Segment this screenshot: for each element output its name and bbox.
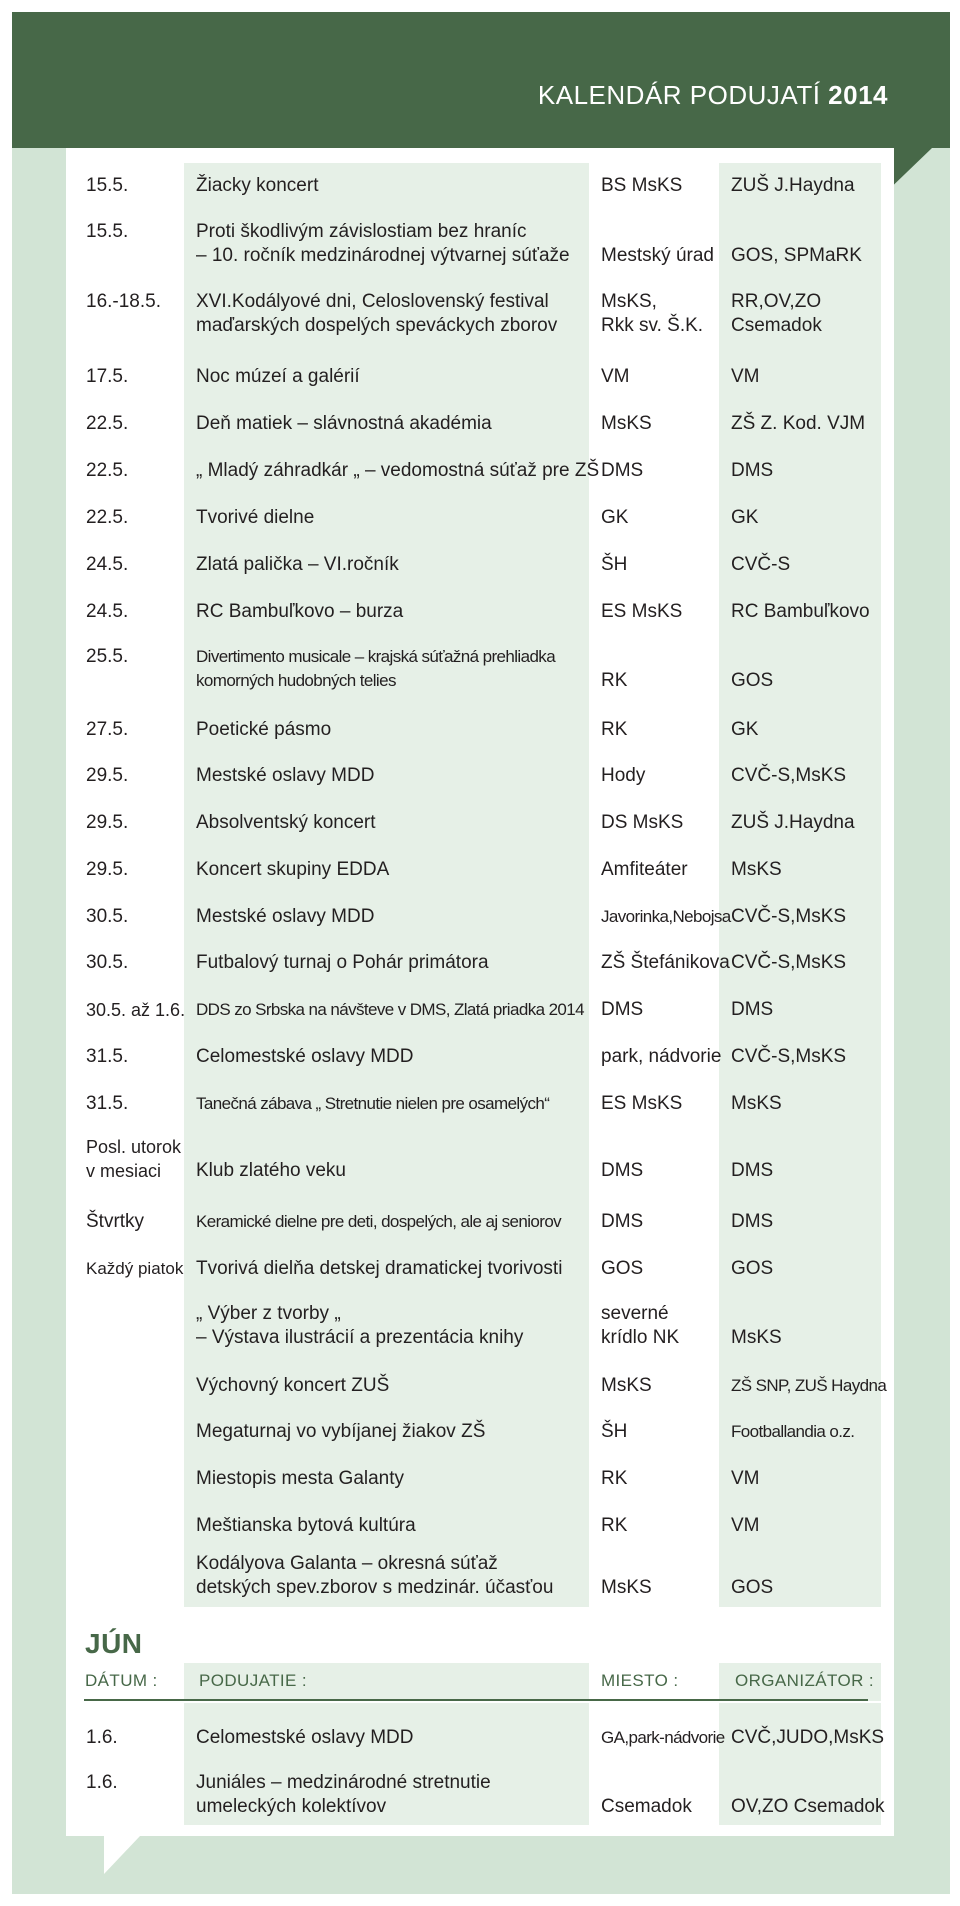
row-event bbox=[196, 1210, 561, 1234]
row-date: 27.5. bbox=[86, 719, 129, 740]
row-organizer bbox=[731, 1374, 886, 1398]
row-place bbox=[601, 1514, 627, 1538]
row-place bbox=[601, 645, 627, 693]
row-place-line: RK bbox=[601, 1515, 628, 1536]
row-organizer-line: MsKS bbox=[731, 859, 782, 880]
row-place bbox=[601, 811, 683, 835]
row-organizer bbox=[731, 764, 846, 788]
row-event-line: Žiacky koncert bbox=[196, 175, 319, 196]
title-text: KALENDÁR PODUJATÍ bbox=[537, 80, 821, 110]
row-organizer bbox=[731, 858, 782, 882]
row-event bbox=[196, 998, 584, 1022]
row-place bbox=[601, 1374, 652, 1398]
row-place-line bbox=[601, 1771, 692, 1795]
row-date: 22.5. bbox=[86, 460, 129, 481]
row-event-line: Koncert skupiny EDDA bbox=[196, 859, 390, 880]
row-date: 16.-18.5. bbox=[86, 291, 161, 312]
row-organizer bbox=[731, 905, 846, 929]
row-event bbox=[196, 1045, 414, 1069]
row-place-line: park, nádvorie bbox=[601, 1046, 722, 1067]
row-organizer-line: GK bbox=[731, 507, 759, 528]
column-header-date: DÁTUM : bbox=[85, 1671, 158, 1690]
row-organizer bbox=[731, 1726, 884, 1750]
row-organizer-line: RC Bambuľkovo bbox=[731, 601, 870, 622]
row-place-line: Amfiteáter bbox=[601, 859, 688, 880]
row-organizer-line bbox=[731, 1302, 782, 1326]
row-place-line: MsKS bbox=[601, 1375, 652, 1396]
row-date: 15.5. bbox=[86, 175, 129, 196]
row-place bbox=[601, 1420, 627, 1444]
row-event bbox=[196, 764, 374, 788]
row-place-line: GK bbox=[601, 507, 629, 528]
row-place-line: MsKS, bbox=[601, 291, 657, 312]
row-event bbox=[196, 811, 376, 835]
row-event bbox=[196, 1771, 491, 1819]
row-event bbox=[196, 718, 331, 742]
row-organizer bbox=[731, 220, 862, 268]
row-date: 17.5. bbox=[86, 366, 129, 387]
row-organizer bbox=[731, 718, 758, 742]
row-date-line: v mesiaci bbox=[86, 1161, 162, 1181]
row-organizer-line: CVČ-S bbox=[731, 554, 791, 575]
row-organizer bbox=[731, 174, 855, 198]
header-divider bbox=[84, 1699, 868, 1701]
row-place bbox=[601, 553, 627, 577]
row-place bbox=[601, 459, 643, 483]
row-place-line: RK bbox=[601, 719, 628, 740]
row-event-line: Tanečná zábava „ Stretnutie nielen pre osamelých“ bbox=[196, 1094, 550, 1113]
row-place-line: severné bbox=[601, 1303, 669, 1324]
row-date: 24.5. bbox=[86, 554, 129, 575]
row-event-line: Meštianska bytová kultúra bbox=[196, 1515, 416, 1536]
row-event-line: „ Mladý záhradkár „ – vedomostná súťaž pre ZŠ bbox=[196, 460, 600, 481]
row-date: 29.5. bbox=[86, 812, 129, 833]
row-date: 1.6. bbox=[86, 1727, 118, 1748]
row-place bbox=[601, 998, 643, 1022]
row-event-line: Miestopis mesta Galanty bbox=[196, 1468, 405, 1489]
row-event bbox=[196, 600, 403, 624]
row-organizer-line: CVČ-S,MsKS bbox=[731, 906, 847, 927]
row-place bbox=[601, 1135, 643, 1183]
row-organizer-line: CVČ,JUDO,MsKS bbox=[731, 1727, 885, 1748]
row-place-line: BS MsKS bbox=[601, 175, 683, 196]
row-place-line: Hody bbox=[601, 765, 646, 786]
title-year: 2014 bbox=[828, 80, 888, 110]
row-place-line: DMS bbox=[601, 1160, 644, 1181]
row-event-line: DDS zo Srbska na návšteve v DMS, Zlatá priadka 2014 bbox=[196, 1000, 584, 1019]
row-place bbox=[601, 506, 628, 530]
row-organizer-line: DMS bbox=[731, 1211, 774, 1232]
row-date: 25.5. bbox=[86, 646, 129, 667]
row-organizer bbox=[731, 553, 790, 577]
row-event-line: Juniáles – medzinárodné stretnutie bbox=[196, 1772, 491, 1793]
row-event bbox=[196, 459, 599, 483]
row-event-line: Tvorivé dielne bbox=[196, 507, 315, 528]
row-place-line: ŠH bbox=[601, 1421, 628, 1442]
row-organizer-line: ZŠ Z. Kod. VJM bbox=[731, 413, 866, 434]
row-place bbox=[601, 1210, 643, 1234]
row-organizer-line: VM bbox=[731, 1468, 760, 1489]
row-place bbox=[601, 951, 730, 975]
column-header-organizer: ORGANIZÁTOR : bbox=[735, 1671, 875, 1690]
row-event-line: Megaturnaj vo vybíjanej žiakov ZŠ bbox=[196, 1421, 486, 1442]
row-organizer bbox=[731, 1514, 760, 1538]
row-event-line: – 10. ročník medzinárodnej výtvarnej súťaže bbox=[196, 245, 570, 266]
row-event bbox=[196, 858, 389, 882]
row-organizer bbox=[731, 1135, 773, 1183]
row-place bbox=[601, 858, 688, 882]
row-organizer bbox=[731, 1420, 854, 1444]
row-event bbox=[196, 951, 489, 975]
row-organizer bbox=[731, 1210, 773, 1234]
row-event-line bbox=[196, 1135, 346, 1159]
row-place bbox=[601, 1302, 679, 1350]
row-place-line: ES MsKS bbox=[601, 1093, 683, 1114]
row-place bbox=[601, 600, 682, 624]
row-organizer bbox=[731, 811, 855, 835]
row-date: 24.5. bbox=[86, 601, 129, 622]
row-event-line: Kodályova Galanta – okresná súťaž bbox=[196, 1553, 498, 1574]
row-organizer-line: Csemadok bbox=[731, 315, 822, 336]
row-place bbox=[601, 290, 703, 338]
row-organizer-line: GK bbox=[731, 719, 759, 740]
row-organizer bbox=[731, 1092, 782, 1116]
row-place-line: RK bbox=[601, 670, 628, 691]
row-place bbox=[601, 1467, 627, 1491]
row-place-line: Javorinka,Nebojsa bbox=[601, 907, 731, 926]
row-event bbox=[196, 220, 570, 268]
row-event bbox=[196, 1092, 549, 1116]
row-event-line: komorných hudobných telies bbox=[196, 671, 396, 690]
row-organizer-line: MsKS bbox=[731, 1093, 782, 1114]
row-place bbox=[601, 1771, 692, 1819]
row-event-line: – Výstava ilustrácií a prezentácia knihy bbox=[196, 1327, 524, 1348]
row-event-line: Keramické dielne pre deti, dospelých, ale aj seniorov bbox=[196, 1212, 562, 1231]
row-place bbox=[601, 365, 630, 389]
row-place-line: Rkk sv. Š.K. bbox=[601, 315, 704, 336]
row-organizer-line bbox=[731, 220, 862, 244]
row-event-line: „ Výber z tvorby „ bbox=[196, 1303, 341, 1324]
row-date: 31.5. bbox=[86, 1093, 129, 1114]
row-organizer bbox=[731, 645, 773, 693]
row-organizer bbox=[731, 365, 760, 389]
row-place bbox=[601, 718, 627, 742]
row-event bbox=[196, 553, 399, 577]
row-organizer-line: Footballandia o.z. bbox=[731, 1422, 855, 1441]
row-event-line: Mestské oslavy MDD bbox=[196, 906, 375, 927]
row-event-line: Deň matiek – slávnostná akadémia bbox=[196, 413, 492, 434]
row-event bbox=[196, 1514, 416, 1538]
row-event-line: umeleckých kolektívov bbox=[196, 1796, 387, 1817]
row-organizer-line: OV,ZO Csemadok bbox=[731, 1796, 885, 1817]
row-event-line: Klub zlatého veku bbox=[196, 1160, 346, 1181]
row-date: 1.6. bbox=[86, 1772, 118, 1793]
row-organizer-line: CVČ-S,MsKS bbox=[731, 1046, 847, 1067]
row-organizer-line bbox=[731, 1552, 773, 1576]
row-organizer-line: ZŠ SNP, ZUŠ Haydna bbox=[731, 1376, 887, 1395]
row-date bbox=[86, 1135, 181, 1183]
row-event bbox=[196, 506, 314, 530]
row-event bbox=[196, 1302, 523, 1350]
row-organizer-line: MsKS bbox=[731, 1327, 782, 1348]
row-place-line: DMS bbox=[601, 1211, 644, 1232]
row-event-line: maďarských dospelých speváckych zborov bbox=[196, 315, 558, 336]
row-place-line: GA,park-nádvorie bbox=[601, 1728, 725, 1747]
speech-bubble-tail bbox=[104, 1836, 140, 1874]
row-place-line: MsKS bbox=[601, 1577, 652, 1598]
column-header-event: PODUJATIE : bbox=[199, 1671, 307, 1690]
row-place-line: Mestský úrad bbox=[601, 245, 714, 266]
row-event-line: Proti škodlivým závislostiam bez hraníc bbox=[196, 221, 527, 242]
row-place-line: VM bbox=[601, 366, 630, 387]
row-date: 15.5. bbox=[86, 221, 129, 242]
row-place bbox=[601, 174, 682, 198]
row-event-line: Výchovný koncert ZUŠ bbox=[196, 1375, 390, 1396]
row-organizer-line: DMS bbox=[731, 1160, 774, 1181]
row-place-line: GOS bbox=[601, 1258, 644, 1279]
row-event-line: Futbalový turnaj o Pohár primátora bbox=[196, 952, 489, 973]
row-place bbox=[601, 1257, 643, 1281]
row-date: 30.5. až 1.6. bbox=[86, 1000, 186, 1020]
row-organizer-line: ZUŠ J.Haydna bbox=[731, 175, 855, 196]
row-event bbox=[196, 412, 492, 436]
row-event-line: Zlatá palička – VI.ročník bbox=[196, 554, 399, 575]
row-date: 30.5. bbox=[86, 952, 129, 973]
row-organizer bbox=[731, 951, 846, 975]
row-organizer bbox=[731, 459, 773, 483]
row-organizer-line bbox=[731, 1771, 884, 1795]
row-event-line: Poetické pásmo bbox=[196, 719, 332, 740]
row-event bbox=[196, 1420, 485, 1444]
row-event-line: Tvorivá dielňa detskej dramatickej tvorivosti bbox=[196, 1258, 563, 1279]
row-date: 29.5. bbox=[86, 765, 129, 786]
row-date: Každý piatok bbox=[86, 1259, 184, 1278]
row-organizer-line: CVČ-S,MsKS bbox=[731, 765, 847, 786]
row-event-line: Mestské oslavy MDD bbox=[196, 765, 375, 786]
row-event-line: RC Bambuľkovo – burza bbox=[196, 601, 404, 622]
row-place bbox=[601, 1045, 721, 1069]
row-place-line: ZŠ Štefánikova bbox=[601, 952, 730, 973]
row-event bbox=[196, 174, 318, 198]
row-place-line: MsKS bbox=[601, 413, 652, 434]
row-organizer-line bbox=[731, 1135, 773, 1159]
row-organizer-line: ZUŠ J.Haydna bbox=[731, 812, 855, 833]
row-date-line: Posl. utorok bbox=[86, 1137, 182, 1157]
row-event bbox=[196, 365, 360, 389]
row-date: 31.5. bbox=[86, 1046, 129, 1067]
row-event bbox=[196, 1374, 389, 1398]
row-place bbox=[601, 412, 652, 436]
row-organizer-line: GOS bbox=[731, 670, 774, 691]
row-organizer-line: DMS bbox=[731, 999, 774, 1020]
row-organizer-line: DMS bbox=[731, 460, 774, 481]
row-place-line: ES MsKS bbox=[601, 601, 683, 622]
row-place bbox=[601, 1726, 725, 1750]
june-section-title: JÚN bbox=[85, 1628, 143, 1659]
row-event bbox=[196, 1135, 346, 1183]
row-place-line: DMS bbox=[601, 460, 644, 481]
row-organizer bbox=[731, 1771, 884, 1819]
row-event-line: Divertimento musicale – krajská súťažná prehliadka bbox=[196, 647, 556, 666]
row-organizer bbox=[731, 1302, 782, 1350]
row-organizer-line: GOS bbox=[731, 1577, 774, 1598]
row-event bbox=[196, 905, 374, 929]
row-event-line: Celomestské oslavy MDD bbox=[196, 1727, 414, 1748]
row-event bbox=[196, 1726, 414, 1750]
row-place-line bbox=[601, 645, 627, 669]
row-place-line bbox=[601, 1135, 643, 1159]
row-organizer bbox=[731, 290, 822, 338]
row-event-line: Celomestské oslavy MDD bbox=[196, 1046, 414, 1067]
row-organizer bbox=[731, 1467, 760, 1491]
row-place-line: Csemadok bbox=[601, 1796, 692, 1817]
row-organizer-line: CVČ-S,MsKS bbox=[731, 952, 847, 973]
row-event bbox=[196, 1552, 553, 1600]
row-event-line: Noc múzeí a galérií bbox=[196, 366, 360, 387]
row-place bbox=[601, 1552, 652, 1600]
row-place-line: RK bbox=[601, 1468, 628, 1489]
row-event-line: Absolventský koncert bbox=[196, 812, 376, 833]
row-event bbox=[196, 645, 555, 693]
row-event-line: XVI.Kodályové dni, Celoslovenský festival bbox=[196, 291, 549, 312]
row-organizer bbox=[731, 1257, 773, 1281]
row-organizer-line bbox=[731, 645, 773, 669]
row-organizer-line: VM bbox=[731, 366, 760, 387]
row-organizer-line: RR,OV,ZO bbox=[731, 291, 822, 312]
row-event bbox=[196, 1467, 404, 1491]
row-organizer-line: VM bbox=[731, 1515, 760, 1536]
row-organizer bbox=[731, 1045, 846, 1069]
row-date: 22.5. bbox=[86, 413, 129, 434]
column-header-place: MIESTO : bbox=[601, 1671, 679, 1690]
row-organizer bbox=[731, 1552, 773, 1600]
row-place-line: krídlo NK bbox=[601, 1327, 680, 1348]
row-date: 22.5. bbox=[86, 507, 129, 528]
row-place-line: DMS bbox=[601, 999, 644, 1020]
row-organizer-line: GOS bbox=[731, 1258, 774, 1279]
row-organizer-line: GOS, SPMaRK bbox=[731, 245, 862, 266]
row-place-line: DS MsKS bbox=[601, 812, 684, 833]
row-place bbox=[601, 220, 714, 268]
row-date: 30.5. bbox=[86, 906, 129, 927]
row-place bbox=[601, 1092, 682, 1116]
row-place bbox=[601, 764, 645, 788]
row-place-line bbox=[601, 1552, 652, 1576]
row-date: 29.5. bbox=[86, 859, 129, 880]
row-organizer bbox=[731, 998, 773, 1022]
row-date: Štvrtky bbox=[86, 1211, 145, 1232]
page-title bbox=[538, 80, 888, 111]
row-organizer bbox=[731, 412, 865, 436]
row-event bbox=[196, 290, 557, 338]
row-place bbox=[601, 905, 731, 929]
row-place-line bbox=[601, 220, 714, 244]
row-place-line: ŠH bbox=[601, 554, 628, 575]
row-event bbox=[196, 1257, 562, 1281]
row-organizer bbox=[731, 600, 870, 624]
row-organizer bbox=[731, 506, 758, 530]
row-event-line: detských spev.zborov s medzinár. účasťou bbox=[196, 1577, 554, 1598]
